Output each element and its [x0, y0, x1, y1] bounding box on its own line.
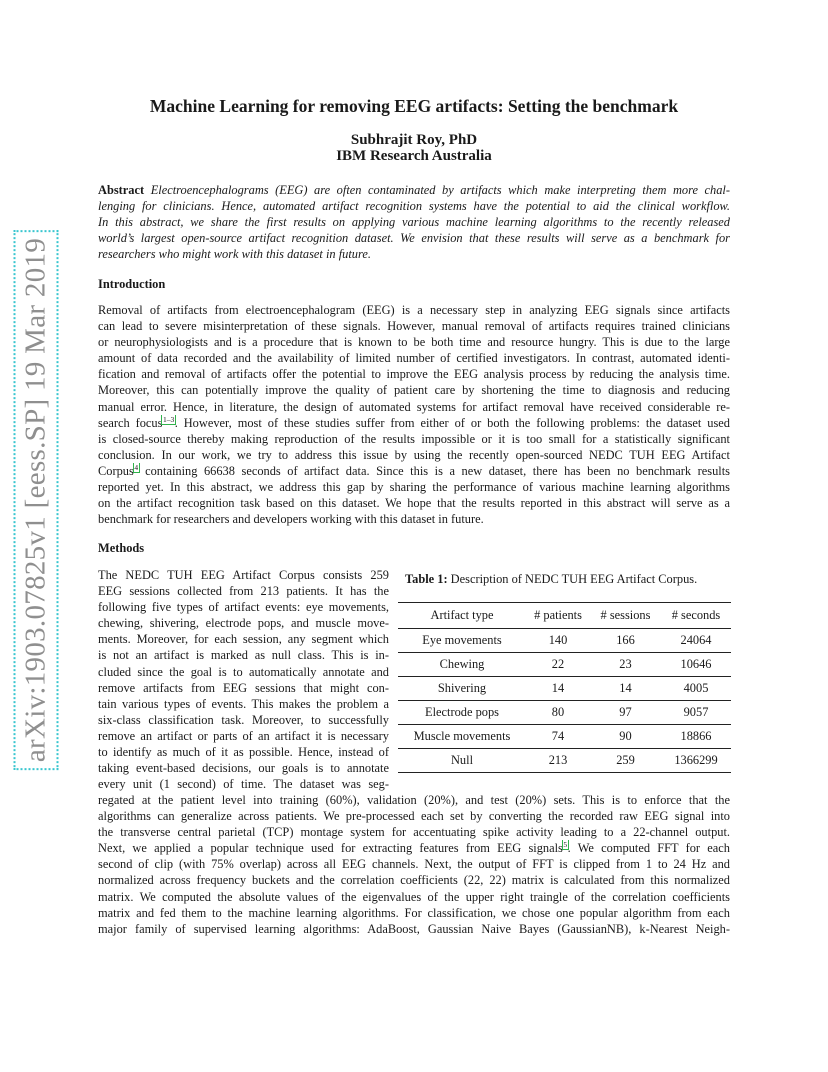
table-cell: 18866	[680, 729, 712, 743]
table-cell: 4005	[683, 681, 709, 695]
table-cell: 10646	[680, 657, 712, 671]
methods-line: second of clip (with 75% overlap) across all EEG channels. Next, the output of FFT is clipped from 1 to 24 Hz and	[98, 857, 730, 872]
table-cell: 23	[619, 657, 632, 671]
table-row	[398, 629, 731, 653]
author-affiliation: IBM Research Australia	[336, 148, 492, 164]
introduction-heading: Introduction	[98, 277, 166, 291]
intro-line: benchmark for researchers and developers working with this dataset in future.	[98, 512, 484, 527]
table-cell: 140	[526, 629, 590, 653]
column-header: # sessions	[590, 603, 661, 629]
table-caption-text: Description of NEDC TUH EEG Artifact Corpus.	[447, 572, 698, 586]
abstract-line: In this abstract, we share the first results on applying various machine learning algorithms to the recently released	[98, 215, 730, 230]
table-cell: 22	[551, 657, 565, 671]
table-cell: 90	[619, 729, 632, 743]
methods-line: remove an artifact or parts of an artifact it is necessary	[98, 728, 389, 743]
table-header-row	[398, 603, 731, 629]
table-cell: Electrode pops	[425, 705, 499, 719]
citation-link[interactable]: 1–3	[162, 414, 175, 424]
methods-line: six-class classification task. Moreover, to successfully	[98, 712, 389, 727]
abstract-line: Electroencephalograms (EEG) are often contaminated by artifacts which make interpreting them more chal-	[150, 183, 730, 197]
methods-line: chewing, shivering, electrode pops, and muscle move-	[98, 616, 389, 631]
abstract-line: world’s largest open-source artifact recognition dataset. We envision that these results will serve as a benchmark for	[98, 231, 730, 246]
table-label: Table 1:	[405, 572, 448, 586]
methods-body-left	[98, 567, 389, 792]
methods-line: regated at the patient level into training (60%), validation (20%), and test (20%) sets. This is to enforce that the	[98, 793, 730, 807]
table-row	[398, 749, 731, 773]
table-row	[398, 701, 731, 725]
table-cell: 166	[590, 629, 661, 653]
methods-line: to identify as much of it as possible. Hence, instead of	[98, 745, 389, 760]
table-cell: 9057	[683, 705, 709, 719]
intro-line: containing 66638 seconds of artifact data. Since this is a new dataset, there has been no benchmark results	[138, 463, 730, 478]
methods-line: cluded since the goal is to automatically annotate and	[98, 664, 389, 679]
intro-line: can lead to severe misinterpretation of these signals. However, manual removal of artifacts requires trained clinicians	[98, 319, 730, 334]
table-cell: Eye movements	[398, 629, 526, 653]
methods-line: ments. Moreover, for each session, any segment which	[98, 632, 389, 647]
intro-line: . However, most of these studies suffer from either of or both the following problems: the dataset used	[174, 415, 730, 430]
table-row	[398, 725, 731, 749]
table-cell: 24064	[661, 629, 731, 653]
methods-line: major family of supervised learning algorithms: AdaBoost, Gaussian Naive Bayes (GaussianNB), k-Nearest Neigh-	[98, 921, 730, 936]
methods-line: tain various types of events. This makes the problem a	[98, 696, 389, 711]
column-header: Artifact type	[398, 603, 526, 629]
methods-line: matrix. We computed the absolute values of the eigenvalues of the upper right traingle of the correlation coefficients	[98, 889, 730, 904]
methods-line: The NEDC TUH EEG Artifact Corpus consists 259	[98, 568, 389, 582]
table-cell: Muscle movements	[413, 729, 511, 743]
methods-line: following five types of artifact events: eye movements,	[98, 600, 389, 615]
paper-title: Machine Learning for removing EEG artifacts: Setting the benchmark	[149, 96, 679, 116]
column-header: # seconds	[661, 603, 731, 629]
intro-line: is closed-source thereby making reproduction of the results impossible or it is too small for a statistically significant	[98, 431, 730, 446]
intro-line: Corpus	[98, 463, 134, 478]
intro-line: manual error. Hence, in literature, the design of automated systems for artifact removal have received considerable re-	[98, 399, 730, 414]
column-header: # patients	[526, 603, 590, 629]
methods-line: is not an artifact is marked as null class. This is in-	[98, 648, 389, 663]
table-cell: Chewing	[439, 657, 485, 671]
methods-heading: Methods	[98, 541, 145, 555]
table-cell: 74	[551, 729, 565, 743]
abstract-line: lenging for clinicians. Hence, automated artifact recognition systems have the potential to aid the clinical workflow.	[98, 199, 730, 214]
abstract	[98, 182, 730, 262]
artifact-corpus-table	[398, 602, 731, 773]
table-cell: Null	[450, 753, 474, 767]
citation-link[interactable]: 5	[563, 840, 568, 850]
introduction-body	[98, 302, 730, 527]
methods-line: taking event-based decisions, our goals is to annotate	[98, 761, 389, 776]
methods-line: every unit (1 second) of time. The dataset was seg-	[98, 777, 389, 792]
methods-line: . We computed FFT for each	[567, 841, 730, 856]
intro-line: Moreover, this can potentially improve the quality of patient care by shortening the time to diagnosis and reducing	[98, 383, 730, 398]
abstract-label: Abstract	[98, 183, 145, 197]
citation-link[interactable]: 4	[134, 462, 139, 472]
methods-line: Next, we applied a popular technique used for extracting features from EEG signals	[98, 841, 563, 856]
table-cell: 97	[619, 705, 632, 719]
table-cell: Shivering	[437, 681, 487, 695]
arxiv-identifier[interactable]: arXiv:1903.07825v1 [eess.SP] 19 Mar 2019	[19, 237, 52, 763]
table-cell: 14	[551, 681, 565, 695]
arxiv-stamp	[14, 237, 58, 763]
intro-line: conclusion. In our work, we try to address this issue by using the recently open-sourced NEDC TUH EEG Artifact	[98, 447, 730, 462]
intro-line: fication and removal of artifacts offer the potential to improve the EEG analysis process by reducing the analysis time.	[98, 367, 730, 382]
intro-line: amount of data recorded and the availability of limited number of certified investigators. In contrast, automated identi-	[98, 351, 730, 366]
abstract-line: researchers who might work with this dataset in future.	[98, 247, 371, 262]
methods-line: algorithms can generalize across patients. We pre-processed each set by converting the recorded raw EEG signal into	[98, 809, 730, 824]
table-caption	[405, 571, 735, 587]
intro-line: Removal of artifacts from electroencephalogram (EEG) is a necessary step in analyzing EEG signals since artifacts	[98, 303, 730, 317]
author-name: Subhrajit Roy, PhD	[350, 132, 478, 148]
table-cell: 213	[548, 753, 568, 767]
table-cell: 14	[619, 681, 632, 695]
intro-line: on the artifact recognition task based on this dataset. We hope that the results reported in this abstract will serve as a	[98, 496, 730, 511]
methods-body-continued	[98, 792, 730, 937]
table-row	[398, 677, 731, 701]
table-cell: 1366299	[674, 753, 718, 767]
table-cell: 259	[616, 753, 635, 767]
table-row	[398, 653, 731, 677]
methods-line: normalized across frequency buckets and the correlation coefficients (22, 22) matrix is calculated from this normalized	[98, 873, 730, 888]
methods-line: remove artifacts from EEG sessions that might con-	[98, 680, 389, 695]
methods-line: the transverse central parietal (TCP) montage system for accentuating spike activity leading to a 22-channel output.	[98, 825, 730, 840]
methods-line: EEG sessions collected from 213 patients. It has the	[98, 584, 389, 599]
intro-line: reported yet. In this abstract, we address this gap by sharing the performance of various machine learning algorithms	[98, 480, 730, 495]
table-cell: 80	[551, 705, 565, 719]
intro-line: or neurophysiologists and is a procedure that is known to be both time and resource hungry. This is due to the large	[98, 335, 730, 350]
intro-line: search focus	[98, 415, 163, 430]
methods-line: matrix and fed them to the machine learning algorithms. For classification, we chose one popular algorithm from each	[98, 905, 730, 920]
